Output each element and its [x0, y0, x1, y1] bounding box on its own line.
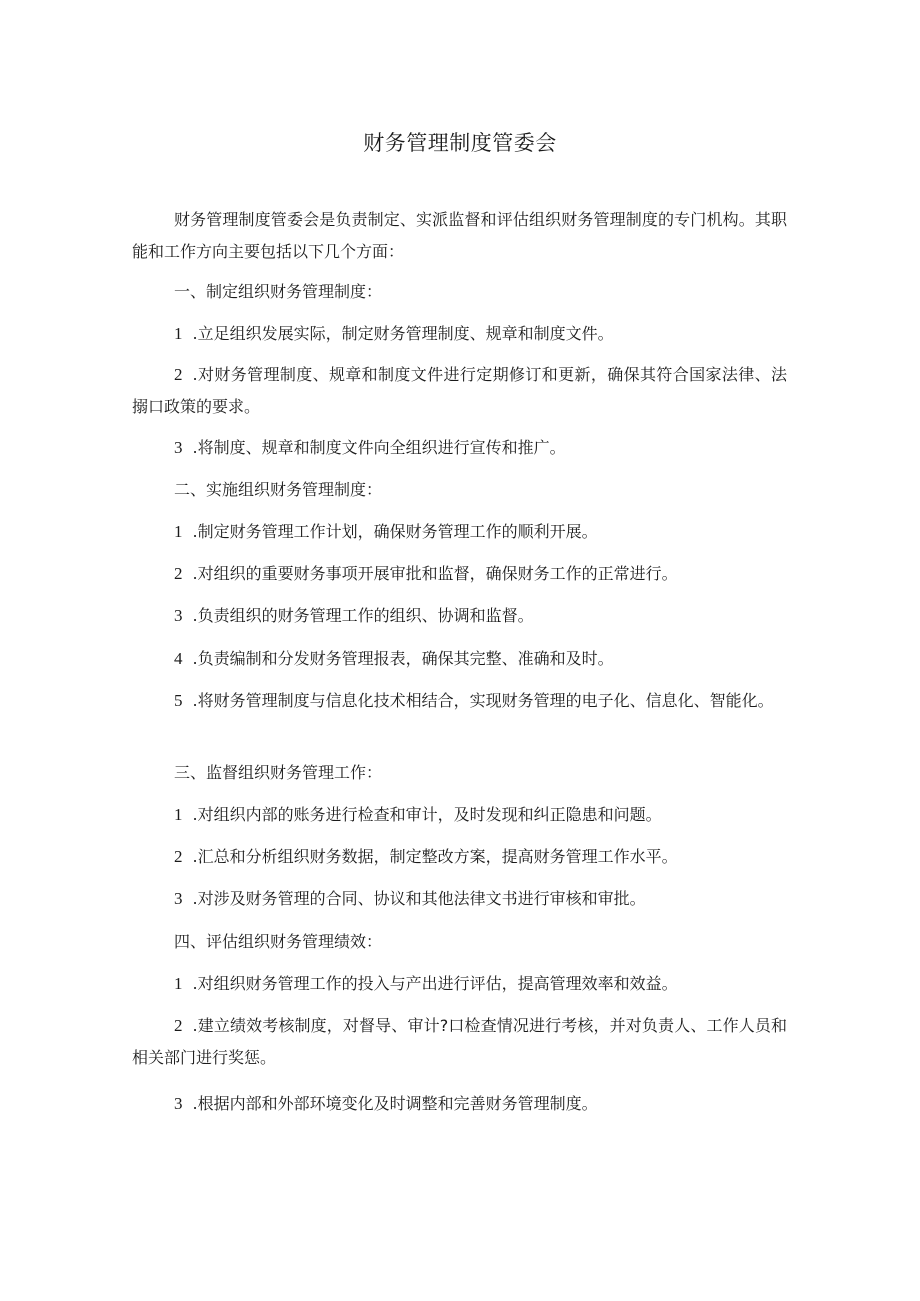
item-number: 4 [174, 649, 183, 668]
item-text: .将制度、规章和制度文件向全组织进行宣传和推广。 [192, 438, 566, 457]
section-2-item-1 [132, 516, 787, 548]
item-number: 3 [174, 606, 183, 625]
item-text: .对组织内部的账务进行检查和审计，及时发现和纠正隐患和问题。 [192, 805, 662, 824]
section-3-item-1 [132, 799, 787, 831]
item-text: .负责编制和分发财务管理报表，确保其完整、准确和及时。 [192, 649, 614, 668]
section-1-item-1 [132, 318, 787, 350]
section-3-item-2 [132, 841, 787, 873]
section-3-heading: 三、监督组织财务管理工作： [174, 763, 383, 782]
section-3-item-3 [132, 883, 787, 915]
item-text: .对涉及财务管理的合同、协议和其他法律文书进行审核和审批。 [192, 889, 646, 908]
item-number: 3 [174, 438, 183, 457]
item-text: .立足组织发展实际，制定财务管理制度、规章和制度文件。 [192, 324, 614, 343]
item-text: .制定财务管理工作计划，确保财务管理工作的顺利开展。 [192, 522, 598, 541]
item-number: 1 [174, 522, 183, 541]
section-4-item-3 [132, 1088, 787, 1120]
item-number: 1 [174, 805, 183, 824]
item-number: 1 [174, 974, 183, 993]
item-number: 2 [174, 1016, 183, 1035]
item-number: 3 [174, 889, 183, 908]
item-number: 2 [174, 365, 183, 384]
item-text: .将财务管理制度与信息化技术相结合，实现财务管理的电子化、信息化、智能化。 [192, 691, 774, 710]
document-title: 财务管理制度管委会 [363, 131, 557, 155]
item-text: .根据内部和外部环境变化及时调整和完善财务管理制度。 [192, 1094, 598, 1113]
section-4-heading: 四、评估组织财务管理绩效： [174, 932, 383, 951]
item-number: 1 [174, 324, 183, 343]
item-text: .对组织的重要财务事项开展审批和监督，确保财务工作的正常进行。 [192, 564, 678, 583]
section-2-heading: 二、实施组织财务管理制度： [174, 480, 383, 499]
section-1-heading: 一、制定组织财务管理制度： [174, 282, 383, 301]
item-text: .对财务管理制度、规章和制度文件进行定期修订和更新，确保其符合国家法律、法搦口政策的要求。 [132, 365, 787, 416]
section-1-item-2 [132, 359, 787, 423]
section-4-item-2 [132, 1010, 787, 1074]
section-2-item-5 [132, 685, 787, 717]
section-4-item-1 [132, 968, 787, 1000]
item-text: .建立绩效考核制度，对督导、审计?口检查情况进行考核，并对负责人、工作人员和相关部门进行奖惩。 [132, 1016, 787, 1067]
section-2-item-2 [132, 558, 787, 590]
section-2-item-4 [132, 643, 787, 675]
item-number: 3 [174, 1094, 183, 1113]
section-1-item-3 [132, 432, 787, 464]
section-2-item-3 [132, 600, 787, 632]
item-text: .汇总和分析组织财务数据，制定整改方案，提高财务管理工作水平。 [192, 847, 678, 866]
item-number: 5 [174, 691, 183, 710]
item-text: .负责组织的财务管理工作的组织、协调和监督。 [192, 606, 534, 625]
intro-paragraph: 财务管理制度管委会是负责制定、实派监督和评估组织财务管理制度的专门机构。其职能和工作方向主要包括以下几个方面： [132, 210, 787, 261]
item-text: .对组织财务管理工作的投入与产出进行评估，提高管理效率和效益。 [192, 974, 678, 993]
item-number: 2 [174, 564, 183, 583]
item-number: 2 [174, 847, 183, 866]
